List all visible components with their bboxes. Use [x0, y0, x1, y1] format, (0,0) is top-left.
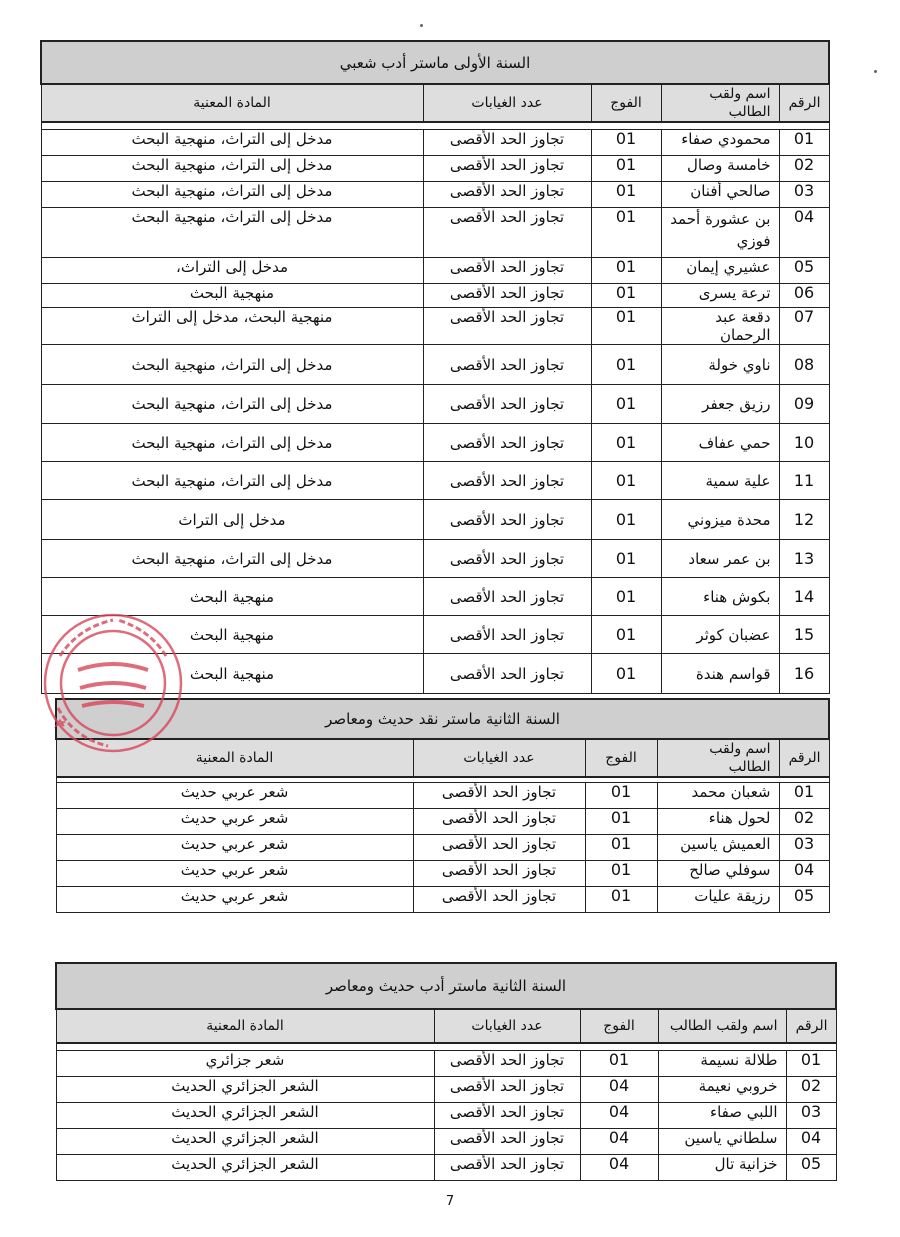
row-name: عضبان كوثر [661, 616, 779, 654]
table-row [56, 861, 829, 887]
row-name: خزانية تال [658, 1155, 786, 1181]
row-subject: شعر عربي حديث [56, 835, 413, 861]
row-name: لحول هناء [657, 809, 779, 835]
row-num: 07 [779, 308, 829, 345]
row-subject: مدخل إلى التراث، منهجية البحث [41, 462, 423, 500]
row-subject: الشعر الجزائري الحديث [56, 1077, 434, 1103]
row-subject: الشعر الجزائري الحديث [56, 1129, 434, 1155]
table-row [41, 284, 829, 308]
row-subject: منهجية البحث [41, 616, 423, 654]
table-master1-folk-literature [40, 40, 830, 694]
row-subject: مدخل إلى التراث، منهجية البحث [41, 130, 423, 156]
row-group: 01 [591, 258, 661, 284]
row-absences: تجاوز الحد الأقصى [434, 1051, 580, 1077]
row-group: 01 [591, 462, 661, 500]
row-subject: مدخل إلى التراث، منهجية البحث [41, 385, 423, 424]
table-row [41, 424, 829, 462]
row-subject: مدخل إلى التراث، منهجية البحث [41, 345, 423, 385]
row-name: عشيري إيمان [661, 258, 779, 284]
row-subject: مدخل إلى التراث، [41, 258, 423, 284]
row-subject: مدخل إلى التراث، منهجية البحث [41, 424, 423, 462]
row-num: 04 [786, 1129, 836, 1155]
row-group: 01 [591, 424, 661, 462]
row-num: 01 [779, 783, 829, 809]
row-num: 08 [779, 345, 829, 385]
row-absences: تجاوز الحد الأقصى [423, 462, 591, 500]
header-subject: المادة المعنية [56, 1009, 434, 1043]
row-absences: تجاوز الحد الأقصى [423, 156, 591, 182]
row-absences: تجاوز الحد الأقصى [423, 284, 591, 308]
row-absences: تجاوز الحد الأقصى [434, 1129, 580, 1155]
row-group: 04 [580, 1155, 658, 1181]
row-name: دقعة عبد الرحمان [661, 308, 779, 345]
row-absences: تجاوز الحد الأقصى [413, 861, 585, 887]
table-row [41, 500, 829, 540]
row-num: 04 [779, 861, 829, 887]
table-title-row [41, 41, 829, 84]
row-num: 14 [779, 578, 829, 616]
row-subject: مدخل إلى التراث، منهجية البحث [41, 208, 423, 258]
row-group: 01 [591, 156, 661, 182]
row-name: بن عشورة أحمد فوزي [661, 208, 779, 258]
header-num: الرقم [779, 84, 829, 122]
row-absences: تجاوز الحد الأقصى [423, 578, 591, 616]
table-row [41, 182, 829, 208]
row-absences: تجاوز الحد الأقصى [423, 345, 591, 385]
row-name: اللبي صفاء [658, 1103, 786, 1129]
row-group: 01 [591, 654, 661, 694]
row-absences: تجاوز الحد الأقصى [423, 308, 591, 345]
row-name: شعبان محمد [657, 783, 779, 809]
scan-speck [874, 70, 877, 73]
row-name: علية سمية [661, 462, 779, 500]
row-group: 01 [580, 1051, 658, 1077]
table-row [41, 462, 829, 500]
row-group: 01 [591, 284, 661, 308]
row-name: ناوي خولة [661, 345, 779, 385]
row-absences: تجاوز الحد الأقصى [423, 182, 591, 208]
row-subject: شعر عربي حديث [56, 861, 413, 887]
row-subject: منهجية البحث [41, 284, 423, 308]
row-num: 13 [779, 540, 829, 578]
row-group: 01 [585, 783, 657, 809]
header-subject: المادة المعنية [41, 84, 423, 122]
row-subject: منهجية البحث [41, 654, 423, 694]
row-group: 01 [591, 182, 661, 208]
table-row [41, 130, 829, 156]
row-name: سوفلي صالح [657, 861, 779, 887]
row-num: 06 [779, 284, 829, 308]
table-row [56, 1051, 836, 1077]
row-name: رزيق جعفر [661, 385, 779, 424]
row-absences: تجاوز الحد الأقصى [413, 783, 585, 809]
row-absences: تجاوز الحد الأقصى [423, 130, 591, 156]
row-subject: مدخل إلى التراث، منهجية البحث [41, 156, 423, 182]
row-group: 04 [580, 1077, 658, 1103]
header-group: الفوج [580, 1009, 658, 1043]
row-num: 01 [786, 1051, 836, 1077]
row-subject: شعر عربي حديث [56, 783, 413, 809]
row-subject: منهجية البحث، مدخل إلى التراث [41, 308, 423, 345]
row-num: 02 [786, 1077, 836, 1103]
row-group: 04 [580, 1103, 658, 1129]
row-absences: تجاوز الحد الأقصى [434, 1077, 580, 1103]
row-name: ترعة يسرى [661, 284, 779, 308]
row-subject: شعر جزائري [56, 1051, 434, 1077]
row-num: 16 [779, 654, 829, 694]
row-num: 15 [779, 616, 829, 654]
row-num: 05 [779, 258, 829, 284]
row-absences: تجاوز الحد الأقصى [423, 258, 591, 284]
row-subject: الشعر الجزائري الحديث [56, 1155, 434, 1181]
table-row [41, 156, 829, 182]
row-group: 01 [591, 500, 661, 540]
table-row [56, 1155, 836, 1181]
row-num: 05 [786, 1155, 836, 1181]
table-row [41, 345, 829, 385]
absence-table-3 [55, 962, 837, 1181]
header-absences: عدد الغيابات [413, 739, 585, 777]
header-group: الفوج [585, 739, 657, 777]
table-title-row [56, 963, 836, 1009]
row-group: 01 [585, 835, 657, 861]
table-row [56, 1103, 836, 1129]
table-row [56, 1077, 836, 1103]
row-group: 01 [591, 208, 661, 258]
row-absences: تجاوز الحد الأقصى [423, 616, 591, 654]
row-name: حمي عفاف [661, 424, 779, 462]
row-group: 01 [591, 540, 661, 578]
table-row [56, 835, 829, 861]
row-absences: تجاوز الحد الأقصى [413, 887, 585, 913]
row-subject: شعر عربي حديث [56, 887, 413, 913]
row-absences: تجاوز الحد الأقصى [423, 424, 591, 462]
table-row [56, 1129, 836, 1155]
row-subject: منهجية البحث [41, 578, 423, 616]
header-absences: عدد الغيابات [423, 84, 591, 122]
row-absences: تجاوز الحد الأقصى [434, 1155, 580, 1181]
table-row [56, 887, 829, 913]
row-name: العميش ياسين [657, 835, 779, 861]
row-num: 10 [779, 424, 829, 462]
row-num: 12 [779, 500, 829, 540]
row-absences: تجاوز الحد الأقصى [423, 654, 591, 694]
row-name: سلطاني ياسين [658, 1129, 786, 1155]
table-row [41, 385, 829, 424]
row-absences: تجاوز الحد الأقصى [413, 835, 585, 861]
row-num: 02 [779, 809, 829, 835]
row-name: صالحي أفنان [661, 182, 779, 208]
row-group: 01 [591, 578, 661, 616]
row-name: خروبي نعيمة [658, 1077, 786, 1103]
table-row [56, 809, 829, 835]
table-header-row [56, 1009, 836, 1043]
row-name: قواسم هندة [661, 654, 779, 694]
row-num: 03 [779, 835, 829, 861]
header-name: اسم ولقب الطالب [661, 84, 779, 122]
row-name: بكوش هناء [661, 578, 779, 616]
row-num: 09 [779, 385, 829, 424]
table-title: السنة الثانية ماستر أدب حديث ومعاصر [325, 977, 567, 995]
row-group: 01 [585, 887, 657, 913]
official-stamp [38, 608, 188, 758]
header-name: اسم ولقب الطالب [657, 739, 779, 777]
row-num: 01 [779, 130, 829, 156]
table-header-row [41, 84, 829, 122]
row-name: بن عمر سعاد [661, 540, 779, 578]
row-group: 01 [591, 345, 661, 385]
row-group: 01 [591, 130, 661, 156]
row-group: 04 [580, 1129, 658, 1155]
row-num: 03 [779, 182, 829, 208]
header-num: الرقم [786, 1009, 836, 1043]
row-absences: تجاوز الحد الأقصى [423, 385, 591, 424]
row-subject: مدخل إلى التراث، منهجية البحث [41, 540, 423, 578]
header-num: الرقم [779, 739, 829, 777]
row-num: 04 [779, 208, 829, 258]
table-row [41, 208, 829, 258]
row-subject: مدخل إلى التراث، منهجية البحث [41, 182, 423, 208]
row-group: 01 [585, 809, 657, 835]
table-title: السنة الأولى ماستر أدب شعبي [339, 53, 531, 72]
row-absences: تجاوز الحد الأقصى [423, 208, 591, 258]
page-number: 7 [445, 1194, 455, 1209]
header-absences: عدد الغيابات [434, 1009, 580, 1043]
row-absences: تجاوز الحد الأقصى [413, 809, 585, 835]
row-group: 01 [591, 385, 661, 424]
row-num: 02 [779, 156, 829, 182]
row-absences: تجاوز الحد الأقصى [423, 500, 591, 540]
row-subject: شعر عربي حديث [56, 809, 413, 835]
row-num: 03 [786, 1103, 836, 1129]
table-row [41, 540, 829, 578]
header-subject: المادة المعنية [56, 739, 413, 777]
row-group: 01 [591, 616, 661, 654]
row-num: 11 [779, 462, 829, 500]
table-master2-modern-literature [55, 962, 837, 1181]
row-name: رزيقة عليات [657, 887, 779, 913]
row-name: محمودي صفاء [661, 130, 779, 156]
table-row [56, 783, 829, 809]
header-group: الفوج [591, 84, 661, 122]
row-num: 05 [779, 887, 829, 913]
table-row [41, 308, 829, 345]
row-name: خامسة وصال [661, 156, 779, 182]
table-row [41, 258, 829, 284]
table-title: السنة الثانية ماستر نقد حديث ومعاصر [325, 710, 560, 728]
row-absences: تجاوز الحد الأقصى [434, 1103, 580, 1129]
header-name: اسم ولقب الطالب [658, 1009, 786, 1043]
row-group: 01 [591, 308, 661, 345]
row-name: محدة ميزوني [661, 500, 779, 540]
row-absences: تجاوز الحد الأقصى [423, 540, 591, 578]
row-subject: مدخل إلى التراث [41, 500, 423, 540]
row-name: طلالة نسيمة [658, 1051, 786, 1077]
row-group: 01 [585, 861, 657, 887]
scan-speck [420, 24, 423, 27]
absence-table-1 [40, 40, 830, 694]
row-subject: الشعر الجزائري الحديث [56, 1103, 434, 1129]
